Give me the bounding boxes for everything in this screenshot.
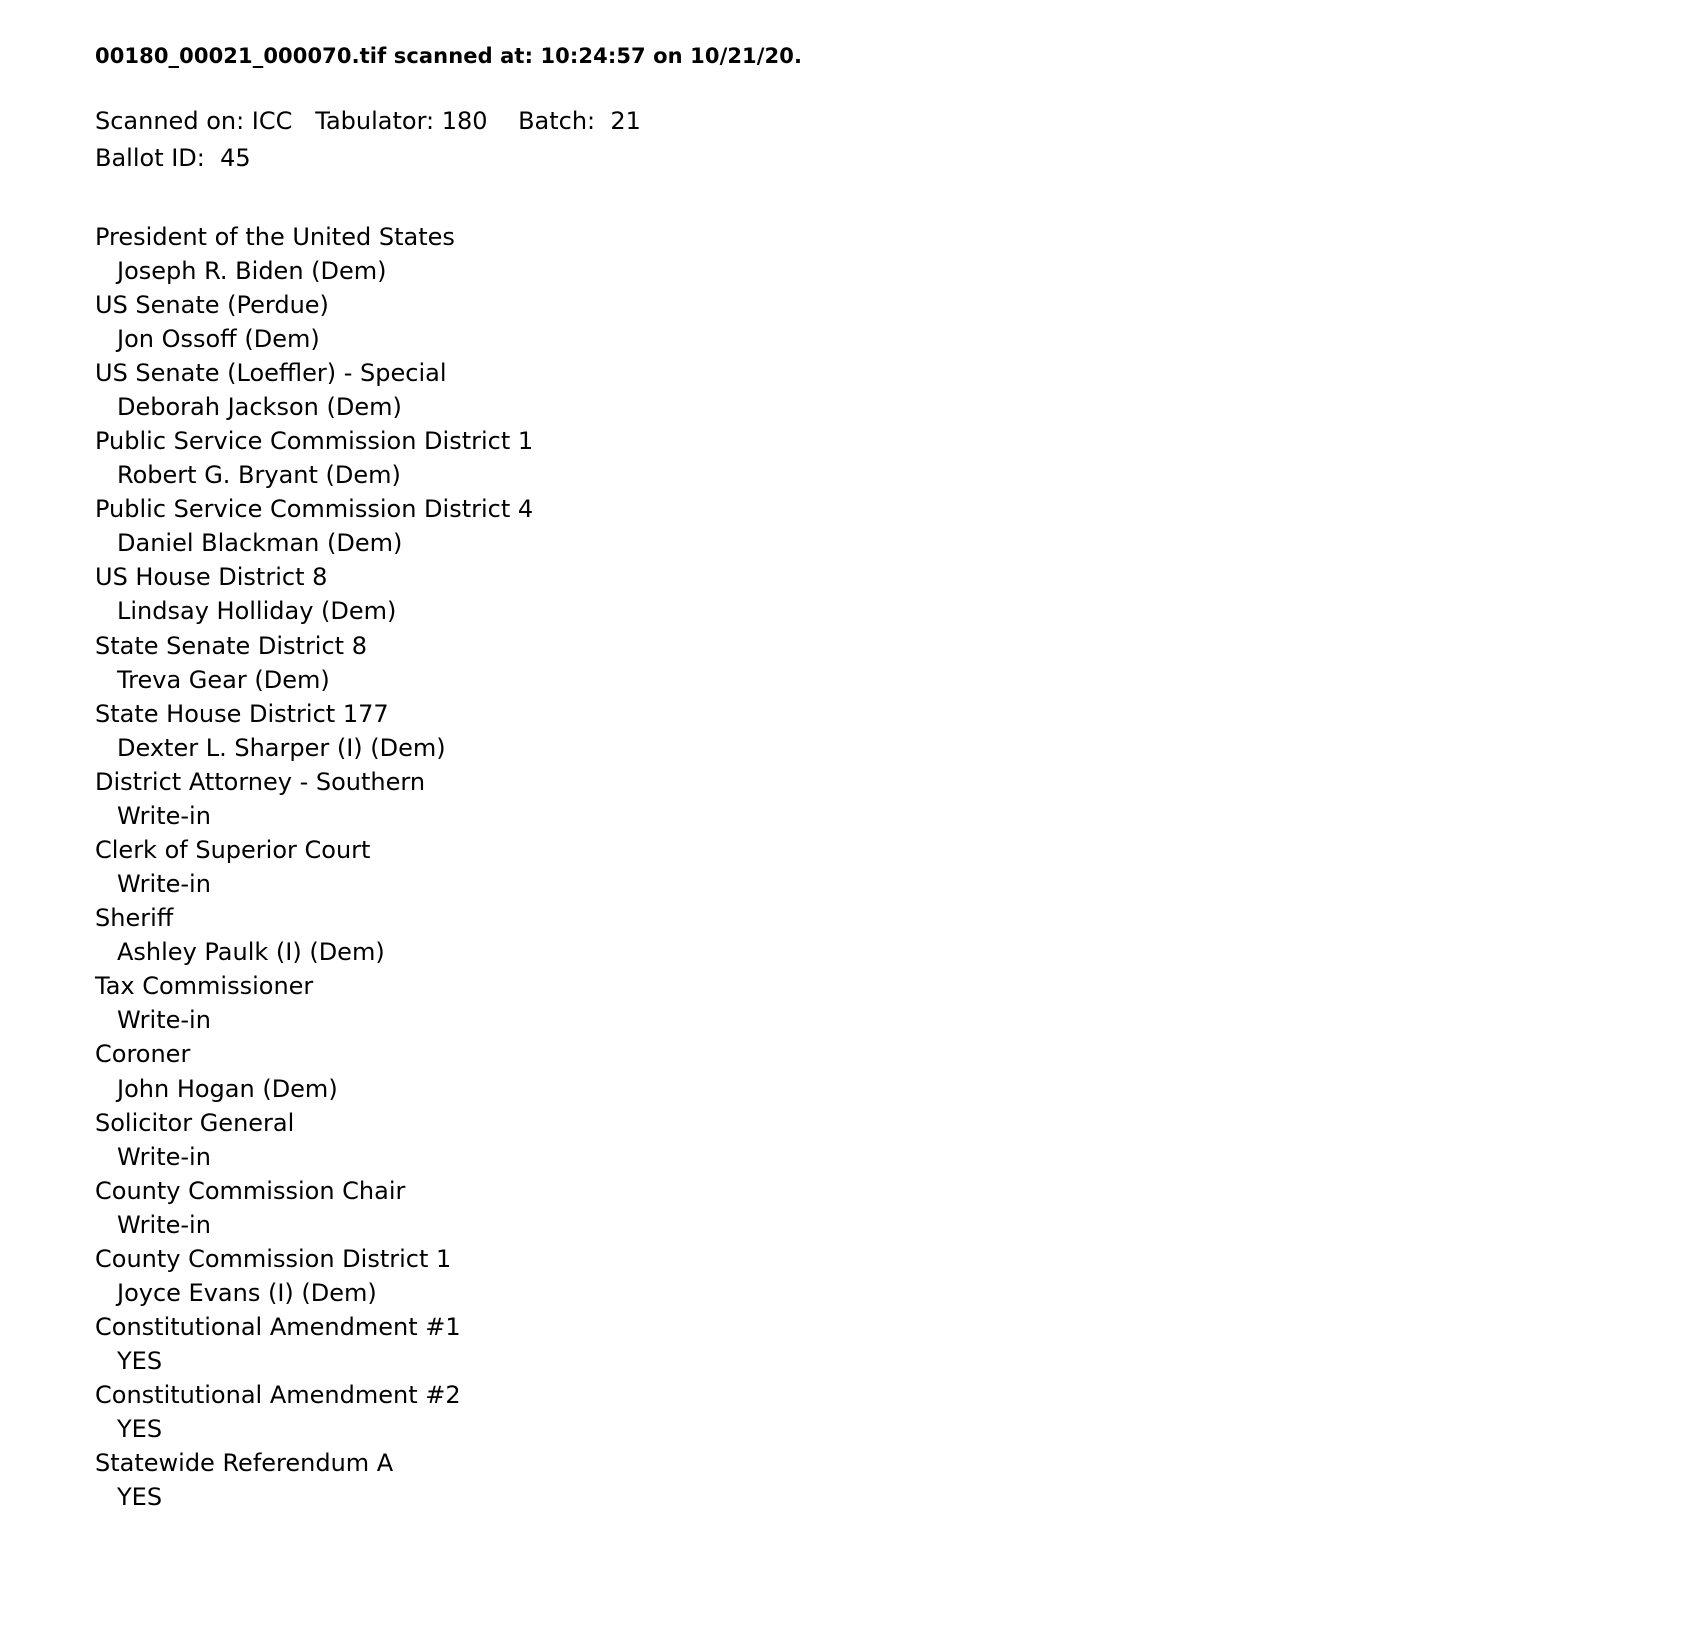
contest-choice: Joyce Evans (I) (Dem) [117,1278,377,1307]
ballot-id-line: Ballot ID: 45 [95,144,251,173]
contest-item [95,492,1707,560]
contest-choice: YES [117,1415,163,1444]
contest-item [95,1174,1707,1242]
contest-item [95,1106,1707,1174]
contest-choice: Write-in [117,1142,211,1171]
contest-choice: Write-in [117,1006,211,1035]
contest-choice: Ashley Paulk (I) (Dem) [117,938,385,967]
contest-list [95,220,1707,1515]
contest-title: Constitutional Amendment #2 [95,1381,461,1410]
contest-choice: Write-in [117,801,211,830]
contest-title: Tax Commissioner [95,972,314,1001]
scan-info-line: Scanned on: ICC Tabulator: 180 Batch: 21 [95,107,641,136]
contest-choice: Daniel Blackman (Dem) [117,529,403,558]
contest-title: State House District 177 [95,699,389,728]
contest-choice: Lindsay Holliday (Dem) [117,597,397,626]
contest-item [95,424,1707,492]
contest-title: US House District 8 [95,563,328,592]
contest-choice: Robert G. Bryant (Dem) [117,461,401,490]
contest-title: County Commission Chair [95,1176,406,1205]
contest-title: US Senate (Loeffler) - Special [95,358,447,387]
contest-title: Public Service Commission District 4 [95,495,534,524]
contest-title: Solicitor General [95,1108,295,1137]
contest-choice: YES [117,1483,163,1512]
contest-item [95,833,1707,901]
contest-choice: Treva Gear (Dem) [117,665,330,694]
contest-item [95,220,1707,288]
contest-title: President of the United States [95,222,455,251]
contest-title: Statewide Referendum A [95,1449,394,1478]
contest-title: Sheriff [95,904,174,933]
contest-choice: Joseph R. Biden (Dem) [117,256,387,285]
contest-item [95,697,1707,765]
contest-item [95,765,1707,833]
contest-title: US Senate (Perdue) [95,290,329,319]
contest-item [95,356,1707,424]
contest-item [95,1446,1707,1514]
contest-choice: Write-in [117,870,211,899]
contest-title: State Senate District 8 [95,631,367,660]
contest-item [95,629,1707,697]
contest-choice: Deborah Jackson (Dem) [117,392,402,421]
contest-item [95,901,1707,969]
scan-header-line: 00180_00021_000070.tif scanned at: 10:24:57 on 10/21/20. [95,44,803,68]
contest-title: Coroner [95,1040,191,1069]
contest-choice: Write-in [117,1210,211,1239]
contest-title: Public Service Commission District 1 [95,427,534,456]
contest-choice: YES [117,1347,163,1376]
contest-item [95,288,1707,356]
contest-item [95,969,1707,1037]
contest-choice: John Hogan (Dem) [117,1074,338,1103]
contest-choice: Jon Ossoff (Dem) [117,324,320,353]
scan-metadata-block [95,103,1707,177]
contest-item [95,1310,1707,1378]
contest-title: County Commission District 1 [95,1244,452,1273]
contest-choice: Dexter L. Sharper (I) (Dem) [117,733,446,762]
contest-title: Clerk of Superior Court [95,835,371,864]
contest-item [95,1378,1707,1446]
contest-item [95,1242,1707,1310]
contest-item [95,560,1707,628]
contest-item [95,1037,1707,1105]
contest-title: District Attorney - Southern [95,767,426,796]
contest-title: Constitutional Amendment #1 [95,1313,461,1342]
